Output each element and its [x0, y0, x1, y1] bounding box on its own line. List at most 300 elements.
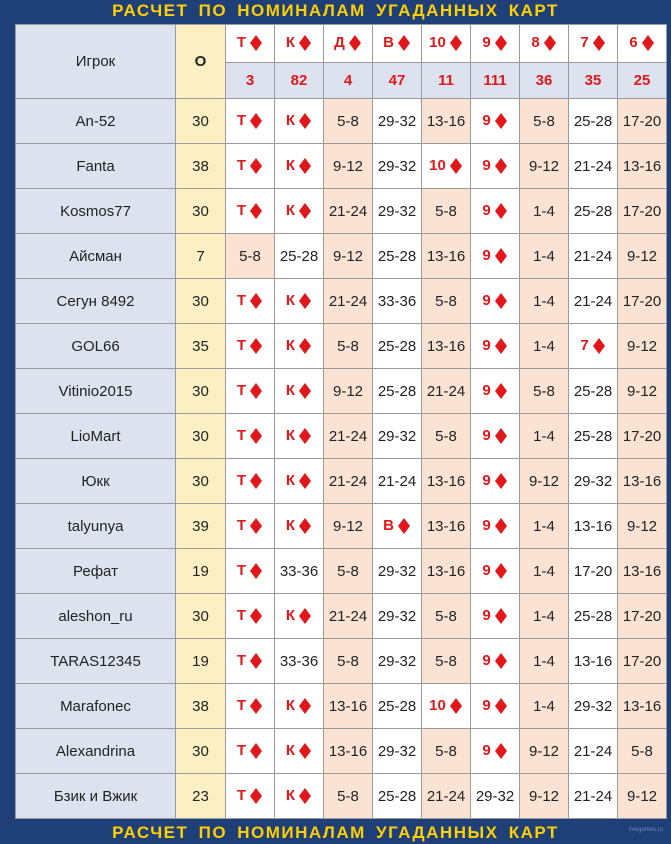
guessed-card-cell [275, 324, 324, 369]
header-card-rank: 8 [531, 34, 540, 52]
guessed-card-cell [373, 504, 422, 549]
header-card-rank: 6 [629, 34, 638, 52]
range-cell: 1-4 [520, 324, 569, 369]
guessed-card-rank: 9 [482, 291, 491, 309]
range-cell: 9-12 [324, 234, 373, 279]
range-cell: 17-20 [618, 99, 667, 144]
range-cell: 13-16 [569, 504, 618, 549]
table-row [16, 234, 667, 279]
diamond-suit-icon [494, 112, 508, 130]
diamond-suit-icon [249, 517, 263, 535]
guessed-card-rank: Т [236, 111, 247, 129]
results-table [15, 24, 667, 819]
range-cell: 21-24 [569, 729, 618, 774]
diamond-suit-icon [249, 472, 263, 490]
diamond-suit-icon [298, 112, 312, 130]
range-cell: 5-8 [520, 369, 569, 414]
diamond-suit-icon [249, 157, 263, 175]
range-cell: 21-24 [422, 369, 471, 414]
range-cell: 9-12 [618, 504, 667, 549]
range-cell: 9-12 [618, 369, 667, 414]
range-cell: 1-4 [520, 189, 569, 234]
guessed-card-rank: 10 [429, 156, 446, 174]
table-row [16, 774, 667, 819]
guessed-card-cell [275, 504, 324, 549]
range-cell: 25-28 [275, 234, 324, 279]
guessed-card-cell [226, 189, 275, 234]
header-card-7 [569, 25, 618, 63]
guessed-card-cell [275, 594, 324, 639]
guessed-card-cell [471, 414, 520, 459]
player-score: 30 [176, 414, 226, 459]
guessed-card-cell [275, 774, 324, 819]
range-cell: 13-16 [618, 144, 667, 189]
header-card-count-5: 111 [471, 62, 520, 99]
range-cell: 13-16 [324, 684, 373, 729]
guessed-card-rank: Т [236, 381, 247, 399]
range-cell: 17-20 [618, 639, 667, 684]
range-cell: 25-28 [569, 99, 618, 144]
range-cell: 21-24 [569, 144, 618, 189]
header-card-rank: В [383, 34, 394, 52]
diamond-suit-icon [592, 34, 606, 52]
header-card-rank: Д [334, 34, 345, 52]
guessed-card-rank: 9 [482, 516, 491, 534]
range-cell: 1-4 [520, 639, 569, 684]
guessed-card-cell [226, 729, 275, 774]
player-name: Сегун 8492 [16, 279, 176, 324]
range-cell: 5-8 [324, 774, 373, 819]
player-name: An-52 [16, 99, 176, 144]
diamond-suit-icon [249, 202, 263, 220]
range-cell: 5-8 [324, 639, 373, 684]
header-card-8 [618, 25, 667, 63]
diamond-suit-icon [449, 34, 463, 52]
player-name: aleshon_ru [16, 594, 176, 639]
diamond-suit-icon [249, 427, 263, 445]
diamond-suit-icon [494, 292, 508, 310]
range-cell: 29-32 [373, 189, 422, 234]
player-score: 7 [176, 234, 226, 279]
guessed-card-rank: Т [236, 291, 247, 309]
guessed-card-rank: 9 [482, 246, 491, 264]
table-row [16, 324, 667, 369]
header-card-rank: 7 [580, 34, 589, 52]
guessed-card-cell [471, 279, 520, 324]
table-row [16, 594, 667, 639]
header-card-6 [520, 25, 569, 63]
range-cell: 29-32 [569, 684, 618, 729]
guessed-card-cell [226, 279, 275, 324]
guessed-card-cell [471, 504, 520, 549]
diamond-suit-icon [494, 427, 508, 445]
banner-top: РАСЧЕТ ПО НОМИНАЛАМ УГАДАННЫХ КАРТ [112, 1, 559, 20]
range-cell: 21-24 [324, 279, 373, 324]
header-card-1 [275, 25, 324, 63]
range-cell: 13-16 [618, 459, 667, 504]
range-cell: 29-32 [373, 594, 422, 639]
header-card-count-0: 3 [226, 62, 275, 99]
range-cell: 21-24 [569, 279, 618, 324]
diamond-suit-icon [449, 157, 463, 175]
guessed-card-cell [471, 144, 520, 189]
guessed-card-cell [275, 189, 324, 234]
player-score: 38 [176, 144, 226, 189]
diamond-suit-icon [298, 472, 312, 490]
table-row [16, 144, 667, 189]
player-score: 30 [176, 369, 226, 414]
guessed-card-rank: 9 [482, 741, 491, 759]
guessed-card-rank: К [285, 291, 296, 309]
range-cell: 25-28 [373, 234, 422, 279]
guessed-card-cell [275, 144, 324, 189]
diamond-suit-icon [298, 292, 312, 310]
guessed-card-rank: Т [236, 651, 247, 669]
guessed-card-rank: Т [236, 426, 247, 444]
range-cell: 5-8 [422, 189, 471, 234]
player-name: Vitinio2015 [16, 369, 176, 414]
header-card-rank: К [285, 34, 296, 52]
guessed-card-rank: 9 [482, 111, 491, 129]
diamond-suit-icon [348, 34, 362, 52]
diamond-suit-icon [494, 202, 508, 220]
range-cell: 17-20 [618, 594, 667, 639]
header-card-3 [373, 25, 422, 63]
guessed-card-rank: В [383, 516, 394, 534]
guessed-card-rank: 9 [482, 426, 491, 444]
diamond-suit-icon [298, 202, 312, 220]
player-name: Бзик и Вжик [16, 774, 176, 819]
range-cell: 9-12 [324, 504, 373, 549]
guessed-card-cell [471, 459, 520, 504]
range-cell: 33-36 [373, 279, 422, 324]
range-cell: 21-24 [324, 594, 373, 639]
guessed-card-cell [226, 414, 275, 459]
range-cell: 9-12 [618, 774, 667, 819]
range-cell: 9-12 [618, 324, 667, 369]
player-score: 30 [176, 729, 226, 774]
range-cell: 29-32 [373, 144, 422, 189]
header-score: О [176, 25, 226, 99]
header-card-count-4: 11 [422, 62, 471, 99]
guessed-card-rank: К [285, 696, 296, 714]
player-score: 39 [176, 504, 226, 549]
guessed-card-cell [471, 684, 520, 729]
guessed-card-cell [471, 99, 520, 144]
guessed-card-cell [226, 459, 275, 504]
range-cell: 1-4 [520, 279, 569, 324]
header-card-4 [422, 25, 471, 63]
range-cell: 25-28 [373, 369, 422, 414]
header-card-0 [226, 25, 275, 63]
guessed-card-cell [226, 504, 275, 549]
player-score: 19 [176, 639, 226, 684]
range-cell: 13-16 [324, 729, 373, 774]
range-cell: 13-16 [569, 639, 618, 684]
guessed-card-cell [226, 549, 275, 594]
diamond-suit-icon [494, 562, 508, 580]
diamond-suit-icon [298, 517, 312, 535]
guessed-card-rank: К [285, 741, 296, 759]
guessed-card-cell [226, 639, 275, 684]
diamond-suit-icon [397, 517, 411, 535]
range-cell: 25-28 [373, 684, 422, 729]
range-cell: 5-8 [324, 549, 373, 594]
range-cell: 1-4 [520, 594, 569, 639]
diamond-suit-icon [641, 34, 655, 52]
diamond-suit-icon [543, 34, 557, 52]
range-cell: 5-8 [324, 324, 373, 369]
guessed-card-cell [226, 369, 275, 414]
guessed-card-rank: Т [236, 786, 247, 804]
diamond-suit-icon [298, 337, 312, 355]
range-cell: 29-32 [373, 99, 422, 144]
header-card-2 [324, 25, 373, 63]
header-card-count-2: 4 [324, 62, 373, 99]
diamond-suit-icon [298, 742, 312, 760]
guessed-card-cell [471, 594, 520, 639]
range-cell: 5-8 [422, 414, 471, 459]
range-cell: 9-12 [618, 234, 667, 279]
range-cell: 9-12 [520, 459, 569, 504]
guessed-card-rank: К [285, 516, 296, 534]
guessed-card-rank: К [285, 336, 296, 354]
guessed-card-cell [275, 459, 324, 504]
diamond-suit-icon [494, 34, 508, 52]
guessed-card-cell [471, 324, 520, 369]
range-cell: 25-28 [569, 594, 618, 639]
guessed-card-rank: Т [236, 516, 247, 534]
diamond-suit-icon [494, 607, 508, 625]
range-cell: 13-16 [618, 549, 667, 594]
diamond-suit-icon [494, 382, 508, 400]
guessed-card-rank: 7 [580, 336, 589, 354]
diamond-suit-icon [249, 337, 263, 355]
table-row [16, 414, 667, 459]
player-score: 35 [176, 324, 226, 369]
guessed-card-rank: 9 [482, 201, 491, 219]
diamond-suit-icon [249, 112, 263, 130]
player-score: 38 [176, 684, 226, 729]
diamond-suit-icon [298, 427, 312, 445]
guessed-card-rank: 9 [482, 696, 491, 714]
diamond-suit-icon [249, 562, 263, 580]
guessed-card-rank: 9 [482, 651, 491, 669]
player-name: Юкк [16, 459, 176, 504]
header-card-count-7: 35 [569, 62, 618, 99]
diamond-suit-icon [449, 697, 463, 715]
player-score: 30 [176, 459, 226, 504]
header-card-count-1: 82 [275, 62, 324, 99]
range-cell: 33-36 [275, 549, 324, 594]
guessed-card-cell [471, 639, 520, 684]
diamond-suit-icon [298, 697, 312, 715]
range-cell: 17-20 [618, 414, 667, 459]
guessed-card-rank: 9 [482, 156, 491, 174]
range-cell: 5-8 [422, 639, 471, 684]
player-name: LioMart [16, 414, 176, 459]
header-card-5 [471, 25, 520, 63]
range-cell: 25-28 [569, 189, 618, 234]
header-card-count-8: 25 [618, 62, 667, 99]
diamond-suit-icon [249, 697, 263, 715]
guessed-card-cell [471, 369, 520, 414]
range-cell: 1-4 [520, 414, 569, 459]
header-player: Игрок [16, 25, 176, 99]
table-row [16, 459, 667, 504]
guessed-card-cell [275, 369, 324, 414]
range-cell: 13-16 [422, 459, 471, 504]
range-cell: 21-24 [324, 189, 373, 234]
guessed-card-cell [471, 729, 520, 774]
range-cell: 5-8 [618, 729, 667, 774]
guessed-card-rank: Т [236, 606, 247, 624]
guessed-card-rank: 9 [482, 561, 491, 579]
diamond-suit-icon [249, 742, 263, 760]
diamond-suit-icon [494, 652, 508, 670]
range-cell: 5-8 [422, 729, 471, 774]
range-cell: 29-32 [569, 459, 618, 504]
guessed-card-rank: К [285, 606, 296, 624]
diamond-suit-icon [298, 607, 312, 625]
range-cell: 29-32 [373, 549, 422, 594]
player-name: Kosmos77 [16, 189, 176, 234]
range-cell: 1-4 [520, 684, 569, 729]
player-name: Айсман [16, 234, 176, 279]
diamond-suit-icon [298, 787, 312, 805]
player-score: 30 [176, 279, 226, 324]
range-cell: 17-20 [618, 189, 667, 234]
diamond-suit-icon [249, 34, 263, 52]
header-card-rank: 9 [482, 34, 491, 52]
table-row [16, 99, 667, 144]
range-cell: 5-8 [226, 234, 275, 279]
guessed-card-rank: 10 [429, 696, 446, 714]
range-cell: 9-12 [324, 144, 373, 189]
guessed-card-cell [275, 684, 324, 729]
table-row [16, 504, 667, 549]
table-row [16, 684, 667, 729]
guessed-card-rank: Т [236, 336, 247, 354]
diamond-suit-icon [494, 517, 508, 535]
diamond-suit-icon [298, 157, 312, 175]
guessed-card-cell [226, 324, 275, 369]
table-row [16, 729, 667, 774]
range-cell: 33-36 [275, 639, 324, 684]
player-score: 23 [176, 774, 226, 819]
diamond-suit-icon [249, 382, 263, 400]
range-cell: 25-28 [569, 369, 618, 414]
range-cell: 9-12 [520, 774, 569, 819]
guessed-card-rank: Т [236, 696, 247, 714]
range-cell: 25-28 [373, 774, 422, 819]
diamond-suit-icon [494, 697, 508, 715]
diamond-suit-icon [249, 787, 263, 805]
diamond-suit-icon [249, 292, 263, 310]
range-cell: 1-4 [520, 234, 569, 279]
player-score: 30 [176, 594, 226, 639]
range-cell: 21-24 [373, 459, 422, 504]
diamond-suit-icon [298, 382, 312, 400]
guessed-card-cell [422, 144, 471, 189]
player-name: Fanta [16, 144, 176, 189]
guessed-card-cell [275, 99, 324, 144]
guessed-card-rank: Т [236, 471, 247, 489]
range-cell: 5-8 [422, 594, 471, 639]
guessed-card-rank: К [285, 426, 296, 444]
header-row-cards [16, 25, 667, 63]
range-cell: 17-20 [618, 279, 667, 324]
range-cell: 13-16 [422, 549, 471, 594]
player-name: Alexandrina [16, 729, 176, 774]
guessed-card-cell [471, 189, 520, 234]
table-row [16, 369, 667, 414]
range-cell: 9-12 [324, 369, 373, 414]
table-row [16, 279, 667, 324]
table-row [16, 189, 667, 234]
range-cell: 13-16 [422, 99, 471, 144]
diamond-suit-icon [494, 247, 508, 265]
table-row [16, 549, 667, 594]
guessed-card-rank: 9 [482, 336, 491, 354]
guessed-card-rank: К [285, 201, 296, 219]
range-cell: 13-16 [422, 234, 471, 279]
guessed-card-cell [422, 684, 471, 729]
guessed-card-rank: 9 [482, 381, 491, 399]
diamond-suit-icon [494, 157, 508, 175]
range-cell: 1-4 [520, 549, 569, 594]
range-cell: 29-32 [471, 774, 520, 819]
diamond-suit-icon [249, 652, 263, 670]
diamond-suit-icon [298, 34, 312, 52]
range-cell: 21-24 [324, 414, 373, 459]
diamond-suit-icon [494, 742, 508, 760]
guessed-card-rank: К [285, 381, 296, 399]
guessed-card-cell [226, 99, 275, 144]
range-cell: 9-12 [520, 144, 569, 189]
diamond-suit-icon [494, 472, 508, 490]
guessed-card-rank: Т [236, 741, 247, 759]
guessed-card-rank: Т [236, 201, 247, 219]
banner-bottom: РАСЧЕТ ПО НОМИНАЛАМ УГАДАННЫХ КАРТ [112, 823, 559, 842]
range-cell: 29-32 [373, 729, 422, 774]
guessed-card-rank: Т [236, 156, 247, 174]
diamond-suit-icon [494, 337, 508, 355]
range-cell: 13-16 [422, 324, 471, 369]
guessed-card-cell [226, 684, 275, 729]
range-cell: 21-24 [422, 774, 471, 819]
diamond-suit-icon [592, 337, 606, 355]
header-card-count-3: 47 [373, 62, 422, 99]
range-cell: 13-16 [618, 684, 667, 729]
guessed-card-rank: 9 [482, 471, 491, 489]
guessed-card-cell [471, 549, 520, 594]
player-score: 19 [176, 549, 226, 594]
range-cell: 5-8 [520, 99, 569, 144]
range-cell: 9-12 [520, 729, 569, 774]
diamond-suit-icon [249, 607, 263, 625]
range-cell: 1-4 [520, 504, 569, 549]
player-name: talyunya [16, 504, 176, 549]
table-row [16, 639, 667, 684]
range-cell: 21-24 [324, 459, 373, 504]
guessed-card-cell [275, 729, 324, 774]
player-score: 30 [176, 99, 226, 144]
header-card-rank: Т [236, 34, 247, 52]
guessed-card-cell [569, 324, 618, 369]
player-name: Marafonec [16, 684, 176, 729]
guessed-card-rank: К [285, 156, 296, 174]
